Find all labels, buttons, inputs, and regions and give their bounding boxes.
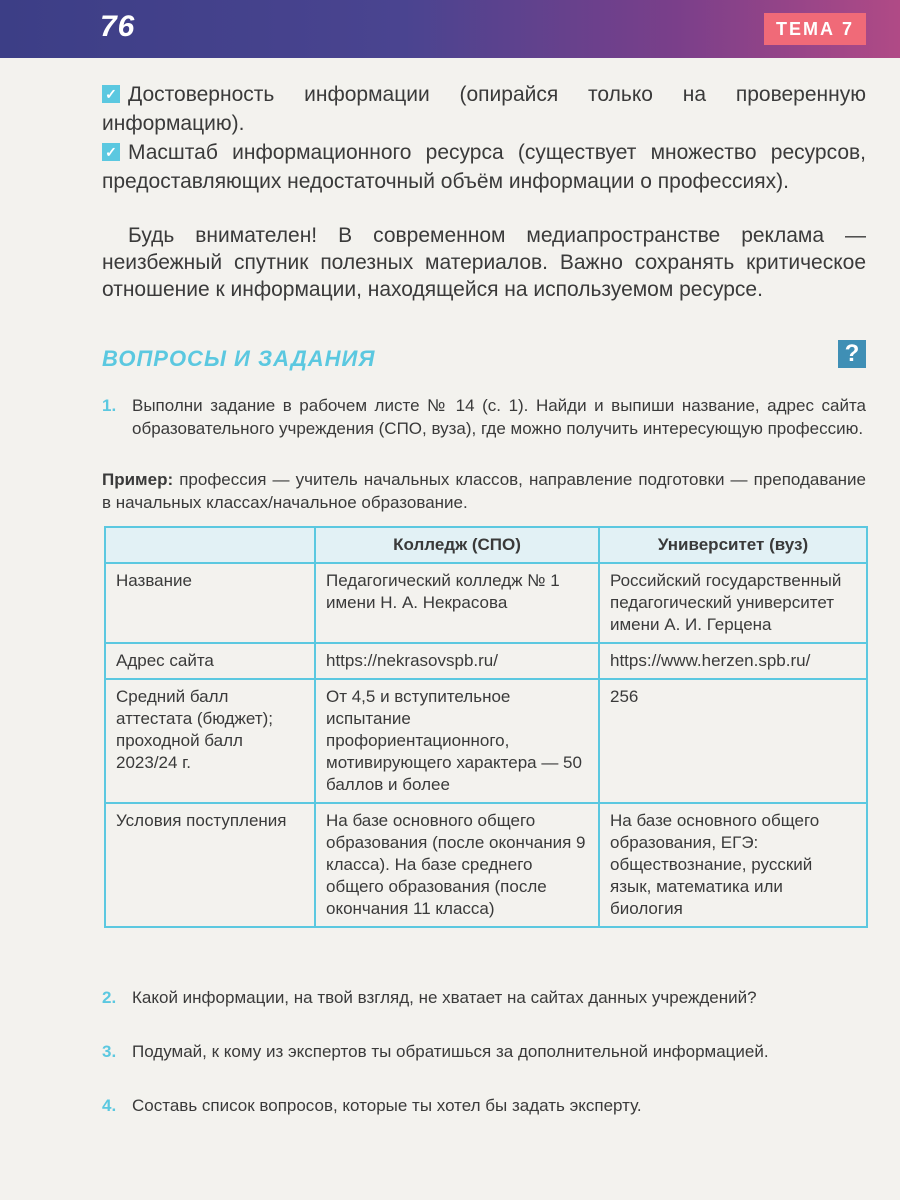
- table-cell: Педагогический колледж № 1 имени Н. А. Некрасова: [315, 563, 599, 643]
- task-text: Подумай, к кому из экспертов ты обратишься за дополнительной информацией.: [132, 1042, 769, 1061]
- task-item: [102, 1094, 866, 1117]
- example-text: [102, 468, 866, 514]
- table-cell: От 4,5 и вступительное испытание профориентационного, мотивирующего характера — 50 баллов и более: [315, 679, 599, 803]
- table-cell: https://www.herzen.spb.ru/: [599, 643, 867, 679]
- table-cell: На базе основного общего образования (после окончания 9 класса). На базе среднего общего образования (после окончания 11 класса): [315, 803, 599, 927]
- example-label: Пример:: [102, 470, 174, 489]
- page-number: 76: [100, 10, 136, 43]
- example-body: профессия — учитель начальных классов, направление подготовки — преподавание в начальных классах/начальное образование.: [102, 470, 866, 512]
- bullet-text: Масштаб информационного ресурса (существует множество ресурсов, предоставляющих недостаточный объём информации о профессиях).: [102, 141, 866, 193]
- bullet-text: Достоверность информации (опирайся только на проверенную информацию).: [102, 83, 866, 135]
- task-number: 4.: [102, 1096, 117, 1115]
- task-text: Составь список вопросов, которые ты хотел бы задать эксперту.: [132, 1096, 642, 1115]
- section-title: ВОПРОСЫ И ЗАДАНИЯ: [102, 346, 376, 371]
- bullet-item: [102, 138, 866, 196]
- task-number: 3.: [102, 1042, 117, 1061]
- task-text: Какой информации, на твой взгляд, не хватает на сайтах данных учреждений?: [132, 988, 757, 1007]
- bullet-item: [102, 80, 866, 138]
- table-cell: 256: [599, 679, 867, 803]
- page-header-bar: [0, 0, 900, 58]
- table-cell: Название: [105, 563, 315, 643]
- table-cell: Условия поступления: [105, 803, 315, 927]
- institutions-table: [104, 526, 868, 928]
- table-row: [105, 643, 867, 679]
- table-header-cell: Колледж (СПО): [315, 527, 599, 563]
- table-cell: Российский государственный педагогический университет имени А. И. Герцена: [599, 563, 867, 643]
- task-item: [102, 1040, 866, 1063]
- table-row: [105, 679, 867, 803]
- task-number: 1.: [102, 396, 117, 415]
- checkmark-icon: ✓: [102, 85, 120, 103]
- task-number: 2.: [102, 988, 117, 1007]
- warning-paragraph: Будь внимателен! В современном медиапространстве реклама — неизбежный спутник полезных материалов. Важно сохранять критическое отношение к информации, находящейся на используемом ресурсе.: [102, 224, 866, 301]
- table-cell: Средний балл аттестата (бюджет); проходной балл 2023/24 г.: [105, 679, 315, 803]
- theme-badge: ТЕМА 7: [764, 13, 866, 45]
- table-header-row: [105, 527, 867, 563]
- task-text: Выполни задание в рабочем листе № 14 (с. 1). Найди и выпиши название, адрес сайта образовательного учреждения (СПО, вуза), где можно получить интересующую профессию.: [132, 396, 866, 438]
- table-cell: https://nekrasovspb.ru/: [315, 643, 599, 679]
- table-header-cell: Университет (вуз): [599, 527, 867, 563]
- table-cell: На базе основного общего образования, ЕГЭ: обществознание, русский язык, математика или биология: [599, 803, 867, 927]
- question-icon: ?: [838, 340, 866, 368]
- table-row: [105, 803, 867, 927]
- task-item: [102, 986, 866, 1009]
- table-header-cell: [105, 527, 315, 563]
- checkmark-icon: ✓: [102, 143, 120, 161]
- table-row: [105, 563, 867, 643]
- task-item: [102, 394, 866, 440]
- table-cell: Адрес сайта: [105, 643, 315, 679]
